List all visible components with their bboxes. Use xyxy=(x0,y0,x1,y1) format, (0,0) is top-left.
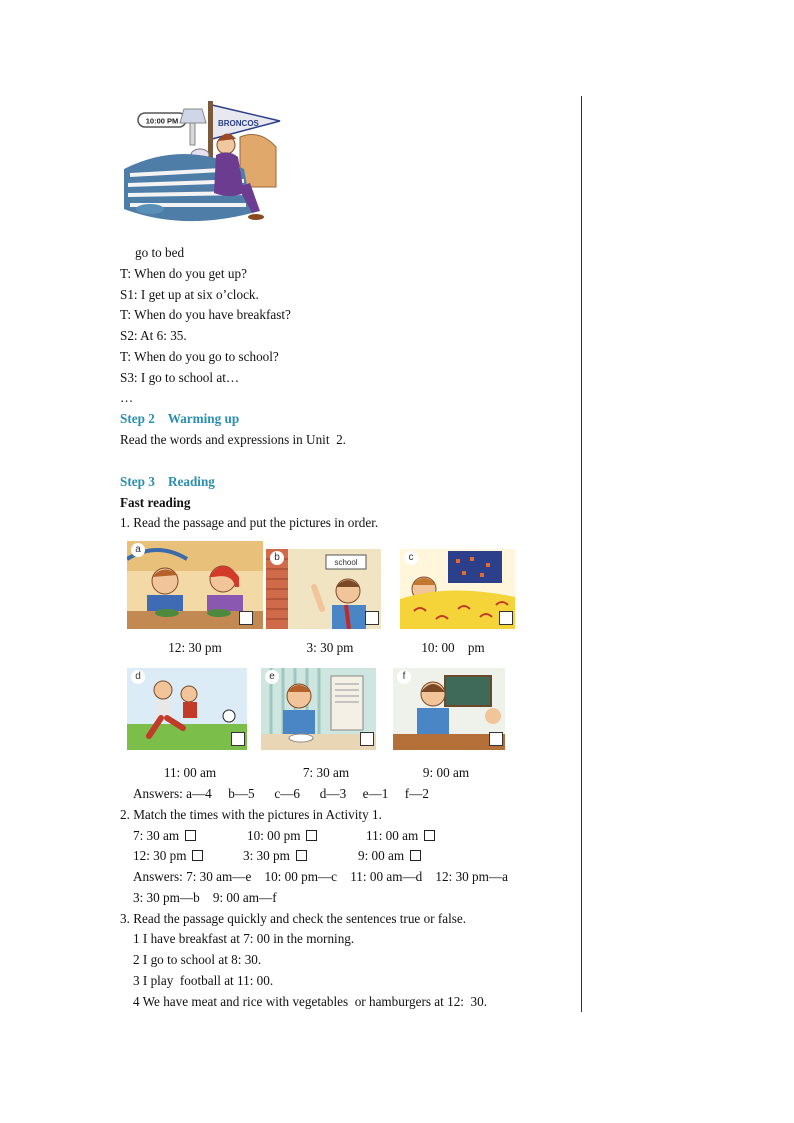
picture-b xyxy=(266,549,381,629)
match-time: 10: 00 pm xyxy=(247,828,301,843)
match-time: 12: 30 pm xyxy=(133,848,187,863)
statement: 4 We have meat and rice with vegetables or hamburgers at 12: 30. xyxy=(133,994,488,1009)
picture-letter: e xyxy=(265,670,279,684)
answers-2-line-1: Answers: 7: 30 am—e 10: 00 pm—c 11: 00 am—d 12: 30 pm—a xyxy=(133,869,508,884)
fast-reading-heading: Fast reading xyxy=(120,495,191,510)
dialogue-line: S2: At 6: 35. xyxy=(120,328,187,343)
match-item xyxy=(247,828,317,844)
answers-2-line-2: 3: 30 pm—b 9: 00 am—f xyxy=(133,890,277,905)
picture-letter: b xyxy=(270,551,284,565)
dialogue-line: … xyxy=(120,390,134,405)
dialogue-line: T: When do you have breakfast? xyxy=(120,307,291,322)
match-item xyxy=(133,848,203,864)
match-item xyxy=(366,828,435,844)
match-checkbox[interactable] xyxy=(306,830,317,841)
picture-time: 10: 00 pm xyxy=(421,640,485,655)
match-item xyxy=(243,848,307,864)
picture-time: 9: 00 am xyxy=(422,765,470,780)
match-time: 11: 00 am xyxy=(366,828,419,843)
picture-time: 12: 30 pm xyxy=(168,640,222,655)
match-time: 7: 30 am xyxy=(133,828,180,843)
match-checkbox[interactable] xyxy=(296,850,307,861)
picture-time: 3: 30 pm xyxy=(306,640,354,655)
question-3: 3. Read the passage quickly and check the sentences true or false. xyxy=(120,911,467,926)
match-item xyxy=(133,828,196,844)
school-sign-text: school xyxy=(334,558,358,567)
picture-e xyxy=(261,668,376,750)
statement: 1 I have breakfast at 7: 00 in the morning. xyxy=(133,931,355,946)
order-answer-box[interactable] xyxy=(499,611,513,625)
order-answer-box[interactable] xyxy=(239,611,253,625)
dialogue-line: T: When do you get up? xyxy=(120,266,247,281)
picture-a xyxy=(127,541,263,629)
dialogue-line: S1: I get up at six o’clock. xyxy=(120,287,259,302)
match-time: 3: 30 pm xyxy=(243,848,290,863)
picture-letter: d xyxy=(131,670,145,684)
go-to-bed-illustration xyxy=(120,97,300,231)
hero-caption: go to bed xyxy=(135,245,185,260)
statement: 2 I go to school at 8: 30. xyxy=(133,952,262,967)
picture-letter: c xyxy=(404,551,418,565)
question-1: 1. Read the passage and put the pictures in order. xyxy=(120,515,379,530)
column-divider xyxy=(581,96,582,1012)
picture-time: 11: 00 am xyxy=(163,765,217,780)
statement: 3 I play football at 11: 00. xyxy=(133,973,274,988)
order-answer-box[interactable] xyxy=(365,611,379,625)
picture-d xyxy=(127,668,247,750)
picture-time: 7: 30 am xyxy=(302,765,350,780)
match-checkbox[interactable] xyxy=(192,850,203,861)
step2-text: Read the words and expressions in Unit 2. xyxy=(120,432,346,447)
dialogue-line: T: When do you go to school? xyxy=(120,349,279,364)
answers-1: Answers: a—4 b—5 c—6 d—3 e—1 f—2 xyxy=(133,786,429,801)
match-checkbox[interactable] xyxy=(185,830,196,841)
picture-f xyxy=(393,668,505,750)
order-answer-box[interactable] xyxy=(489,732,503,746)
dialogue-line: S3: I go to school at… xyxy=(120,370,240,385)
step3-title: Step 3 Reading xyxy=(120,474,215,489)
match-checkbox[interactable] xyxy=(424,830,435,841)
step2-title: Step 2 Warming up xyxy=(120,411,240,426)
picture-letter: a xyxy=(131,543,145,557)
match-item xyxy=(358,848,421,864)
order-answer-box[interactable] xyxy=(231,732,245,746)
pennant-text: BRONCOS xyxy=(218,119,259,128)
question-2: 2. Match the times with the pictures in Activity 1. xyxy=(120,807,382,822)
match-time: 9: 00 am xyxy=(358,848,405,863)
clock-text: 10:00 PM xyxy=(145,116,179,126)
match-checkbox[interactable] xyxy=(410,850,421,861)
picture-c xyxy=(400,549,515,629)
order-answer-box[interactable] xyxy=(360,732,374,746)
picture-letter: f xyxy=(397,670,411,684)
